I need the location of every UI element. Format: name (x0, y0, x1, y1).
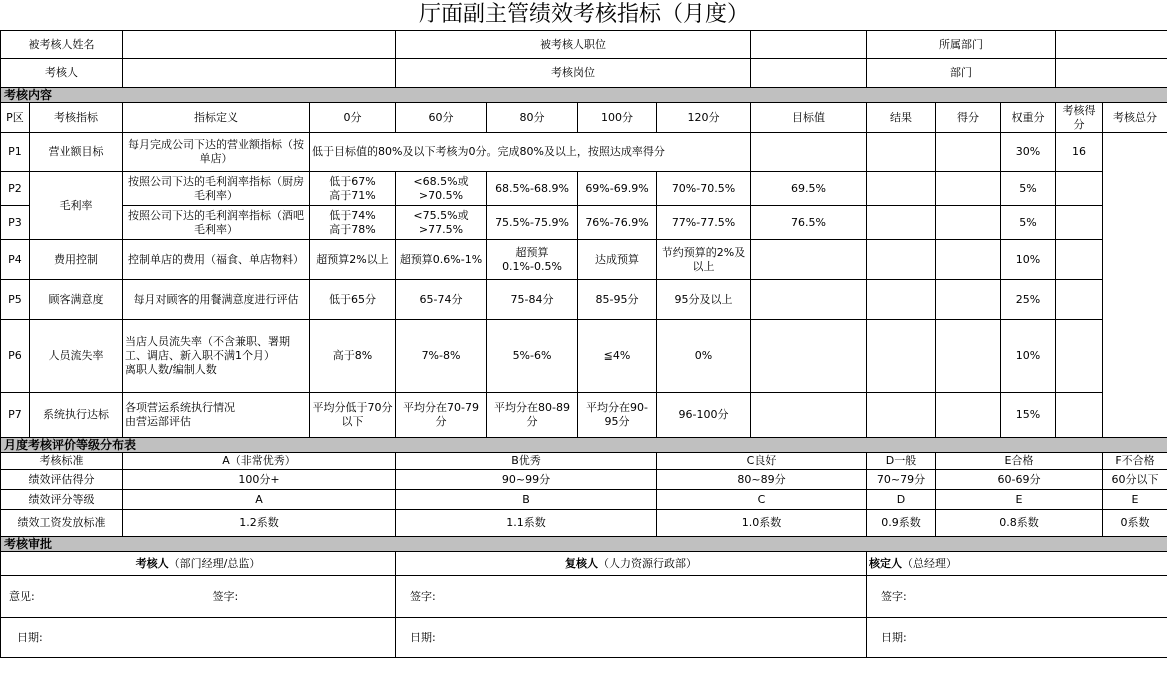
kpi-definition: 按照公司下达的毛利润率指标（厨房毛利率） (123, 172, 310, 206)
header-cell: 结果 (867, 103, 936, 133)
grade-cell: A (123, 490, 396, 510)
table-row (1, 280, 1167, 320)
grade-cell: E (936, 490, 1103, 510)
grade-cell: C良好 (657, 453, 867, 470)
header-cell: P区 (1, 103, 30, 133)
kpi-definition: 当店人员流失率（不含兼职、署期工、调店、新入职不满1个月） 离职人数/编制人数 (123, 320, 310, 393)
assess-score-cell[interactable] (1056, 172, 1103, 206)
target-cell[interactable] (751, 393, 867, 438)
score-120: 0% (657, 320, 751, 393)
score-60: <68.5%或 >70.5% (396, 172, 487, 206)
kpi-name: 营业额目标 (30, 133, 123, 172)
grade-row (1, 453, 1167, 470)
score-cell[interactable] (936, 393, 1001, 438)
assess-post-field[interactable] (751, 59, 867, 88)
grade-cell: F不合格 (1103, 453, 1167, 470)
score-cell[interactable] (936, 240, 1001, 280)
score-100: 69%-69.9% (578, 172, 657, 206)
header-cell: 权重分 (1001, 103, 1056, 133)
grade-cell: 80~89分 (657, 470, 867, 490)
table-row (1, 172, 1167, 206)
name-label: 被考核人姓名 (1, 31, 123, 59)
header-cell: 100分 (578, 103, 657, 133)
kpi-definition: 每月对顾客的用餐满意度进行评估 (123, 280, 310, 320)
section-grades: 月度考核评价等级分布表 (1, 438, 1167, 453)
kpi-name: 费用控制 (30, 240, 123, 280)
row-id: P2 (1, 172, 30, 206)
target-cell[interactable] (751, 240, 867, 280)
score-100: ≦4% (578, 320, 657, 393)
grade-cell: C (657, 490, 867, 510)
grade-row (1, 490, 1167, 510)
score-0: 超预算2%以上 (310, 240, 396, 280)
score-120: 节约预算的2%及以上 (657, 240, 751, 280)
grade-cell: 70~79分 (867, 470, 936, 490)
grade-cell: B优秀 (396, 453, 657, 470)
position-label: 被考核人职位 (396, 31, 751, 59)
grade-cell: 0.9系数 (867, 510, 936, 537)
total-score-cell[interactable] (1103, 133, 1167, 438)
approver-2-heading: 复核人（人力资源行政部） (396, 552, 867, 576)
kpi-definition: 按照公司下达的毛利润率指标（酒吧毛利率） (123, 206, 310, 240)
header-cell: 指标定义 (123, 103, 310, 133)
score-60: 65-74分 (396, 280, 487, 320)
grade-cell: A（非常优秀） (123, 453, 396, 470)
target-cell[interactable] (751, 133, 867, 172)
assess-score-cell: 16 (1056, 133, 1103, 172)
score-60: 7%-8% (396, 320, 487, 393)
score-100: 76%-76.9% (578, 206, 657, 240)
header-cell: 考核总分 (1103, 103, 1167, 133)
header-cell: 得分 (936, 103, 1001, 133)
header-cell: 考核指标 (30, 103, 123, 133)
kpi-name: 毛利率 (30, 172, 123, 240)
grade-cell: D一般 (867, 453, 936, 470)
score-80: 5%-6% (487, 320, 578, 393)
score-60: 平均分在70-79分 (396, 393, 487, 438)
score-cell[interactable] (936, 206, 1001, 240)
grade-cell: 60-69分 (936, 470, 1103, 490)
result-cell[interactable] (867, 393, 936, 438)
approver-1-heading: 考核人（部门经理/总监） (1, 552, 396, 576)
grade-cell: 60分以下 (1103, 470, 1167, 490)
score-0: 低于74% 高于78% (310, 206, 396, 240)
score-100: 平均分在90-95分 (578, 393, 657, 438)
score-60: 超预算0.6%-1% (396, 240, 487, 280)
page-title: 厅面副主管绩效考核指标（月度） (419, 2, 750, 27)
weight-cell: 15% (1001, 393, 1056, 438)
row-id: P6 (1, 320, 30, 393)
table-row (1, 240, 1167, 280)
grade-cell: D (867, 490, 936, 510)
result-cell[interactable] (867, 133, 936, 172)
result-cell[interactable] (867, 320, 936, 393)
header-cell: 120分 (657, 103, 751, 133)
assess-score-cell[interactable] (1056, 206, 1103, 240)
weight-cell: 25% (1001, 280, 1056, 320)
grade-cell: 0系数 (1103, 510, 1167, 537)
date-label[interactable]: 日期: (867, 618, 1167, 658)
score-100: 达成预算 (578, 240, 657, 280)
grade-row (1, 470, 1167, 490)
date-label[interactable]: 日期: (1, 618, 396, 658)
header-cell: 考核得分 (1056, 103, 1103, 133)
assess-post-label: 考核岗位 (396, 59, 751, 88)
sign-label[interactable]: 签字: (867, 576, 1167, 618)
dept2-field[interactable] (1056, 59, 1167, 88)
target-cell: 76.5% (751, 206, 867, 240)
table-header-row (1, 103, 1167, 133)
score-120: 96-100分 (657, 393, 751, 438)
score-0: 高于8% (310, 320, 396, 393)
grade-cell: 1.1系数 (396, 510, 657, 537)
score-80: 75-84分 (487, 280, 578, 320)
score-0: 低于67% 高于71% (310, 172, 396, 206)
row-id: P4 (1, 240, 30, 280)
date-label[interactable]: 日期: (396, 618, 867, 658)
approval-date-row (1, 618, 1167, 658)
grade-cell: 1.2系数 (123, 510, 396, 537)
score-0: 平均分低于70分以下 (310, 393, 396, 438)
dept2-label: 部门 (867, 59, 1056, 88)
result-cell[interactable] (867, 172, 936, 206)
approval-sign-row (1, 576, 1167, 618)
assess-score-cell[interactable] (1056, 393, 1103, 438)
score-80: 超预算0.1%-0.5% (487, 240, 578, 280)
score-60: <75.5%或 >77.5% (396, 206, 487, 240)
sign-label[interactable]: 签字: (123, 576, 396, 618)
kpi-definition: 每月完成公司下达的营业额指标（按单店） (123, 133, 310, 172)
table-row (1, 393, 1167, 438)
score-120: 70%-70.5% (657, 172, 751, 206)
target-cell[interactable] (751, 320, 867, 393)
score-cell[interactable] (936, 133, 1001, 172)
kpi-name: 顾客满意度 (30, 280, 123, 320)
result-cell[interactable] (867, 280, 936, 320)
target-cell[interactable] (751, 280, 867, 320)
grade-row-label: 考核标准 (1, 453, 123, 470)
dept-label: 所属部门 (867, 31, 1056, 59)
table-row (1, 133, 1167, 172)
weight-cell: 10% (1001, 240, 1056, 280)
score-120: 95分及以上 (657, 280, 751, 320)
score-100: 85-95分 (578, 280, 657, 320)
approver-3-heading: 核定人（总经理） (867, 552, 1167, 576)
header-cell: 60分 (396, 103, 487, 133)
result-cell[interactable] (867, 206, 936, 240)
grade-cell: E (1103, 490, 1167, 510)
section-content: 考核内容 (1, 88, 1167, 103)
position-field[interactable] (751, 31, 867, 59)
score-cell[interactable] (936, 172, 1001, 206)
approval-header-row (1, 552, 1167, 576)
header-cell: 目标值 (751, 103, 867, 133)
header-cell: 0分 (310, 103, 396, 133)
score-0: 低于65分 (310, 280, 396, 320)
kpi-name: 人员流失率 (30, 320, 123, 393)
assess-score-cell[interactable] (1056, 280, 1103, 320)
assessor-label: 考核人 (1, 59, 123, 88)
grade-cell: 90~99分 (396, 470, 657, 490)
opinion-label: 意见: (1, 576, 123, 618)
row-id: P1 (1, 133, 30, 172)
row-id: P3 (1, 206, 30, 240)
weight-cell: 5% (1001, 172, 1056, 206)
result-cell[interactable] (867, 240, 936, 280)
kpi-name: 系统执行达标 (30, 393, 123, 438)
weight-cell: 10% (1001, 320, 1056, 393)
score-120: 77%-77.5% (657, 206, 751, 240)
weight-cell: 5% (1001, 206, 1056, 240)
sign-label[interactable]: 签字: (396, 576, 867, 618)
name-field[interactable] (123, 31, 396, 59)
weight-cell: 30% (1001, 133, 1056, 172)
score-80: 平均分在80-89分 (487, 393, 578, 438)
assess-score-cell[interactable] (1056, 320, 1103, 393)
header-cell: 80分 (487, 103, 578, 133)
target-cell: 69.5% (751, 172, 867, 206)
grade-row (1, 510, 1167, 537)
kpi-definition: 各项营运系统执行情况 由营运部评估 (123, 393, 310, 438)
score-cell[interactable] (936, 280, 1001, 320)
grade-cell: 1.0系数 (657, 510, 867, 537)
row-id: P5 (1, 280, 30, 320)
table-row (1, 320, 1167, 393)
grade-cell: 100分+ (123, 470, 396, 490)
grade-cell: E合格 (936, 453, 1103, 470)
grade-row-label: 绩效评估得分 (1, 470, 123, 490)
table-row (1, 206, 1167, 240)
score-80: 75.5%-75.9% (487, 206, 578, 240)
score-cell[interactable] (936, 320, 1001, 393)
dept-field[interactable] (1056, 31, 1167, 59)
kpi-definition: 控制单店的费用（福食、单店物料） (123, 240, 310, 280)
scoring-rule: 低于目标值的80%及以下考核为0分。完成80%及以上，按照达成率得分 (310, 133, 751, 172)
score-80: 68.5%-68.9% (487, 172, 578, 206)
section-approval: 考核审批 (1, 537, 1167, 552)
grade-cell: B (396, 490, 657, 510)
assess-score-cell[interactable] (1056, 240, 1103, 280)
grade-row-label: 绩效评分等级 (1, 490, 123, 510)
grade-row-label: 绩效工资发放标准 (1, 510, 123, 537)
row-id: P7 (1, 393, 30, 438)
grade-cell: 0.8系数 (936, 510, 1103, 537)
assessor-field[interactable] (123, 59, 396, 88)
